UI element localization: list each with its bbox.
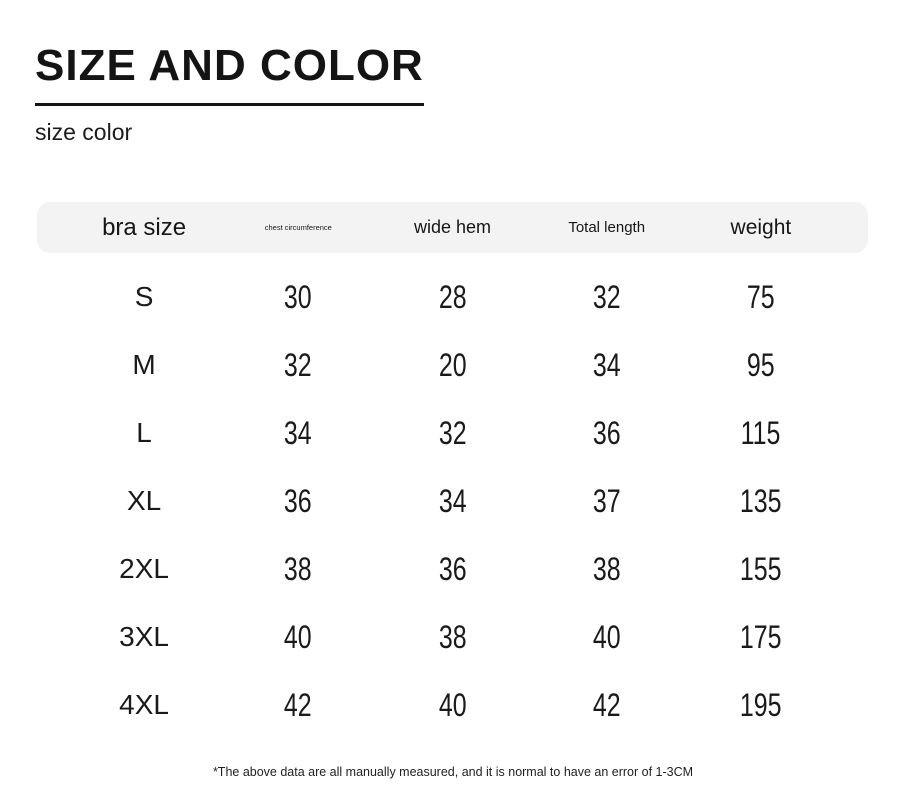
size-value: S (134, 281, 154, 312)
column-header-total-length: Total length (568, 219, 646, 236)
weight-value: 115 (740, 414, 781, 451)
size-value: 4XL (119, 689, 169, 720)
chest-value: 42 (284, 686, 313, 723)
column-header-wide-hem: wide hem (413, 217, 492, 237)
table-row-2xl (67, 535, 838, 603)
length-value: 32 (592, 278, 621, 315)
weight-value: 195 (740, 686, 782, 723)
page-title: SIZE AND COLOR (35, 44, 424, 106)
column-header-chest-circumference: chest circumference (264, 223, 332, 232)
size-table-body (37, 263, 868, 739)
chest-value: 32 (284, 346, 313, 383)
size-value: L (136, 417, 152, 448)
hem-value: 34 (438, 482, 467, 519)
table-row-l (67, 399, 838, 467)
table-row-xl (67, 467, 838, 535)
weight-value: 135 (740, 482, 782, 519)
chest-value: 40 (284, 618, 313, 655)
chest-value: 38 (284, 550, 313, 587)
hem-value: 28 (438, 278, 467, 315)
page-subtitle: size color (35, 119, 133, 145)
table-row-4xl (67, 671, 838, 739)
length-value: 42 (592, 686, 621, 723)
weight-value: 75 (747, 278, 775, 315)
chest-value: 30 (284, 278, 313, 315)
size-value: 2XL (119, 553, 169, 584)
size-table-header (37, 202, 868, 253)
length-value: 38 (592, 550, 621, 587)
weight-value: 95 (747, 346, 775, 383)
weight-value: 175 (740, 618, 782, 655)
chest-value: 36 (284, 482, 313, 519)
chest-value: 34 (284, 414, 313, 451)
length-value: 34 (592, 346, 621, 383)
table-row-m (67, 331, 838, 399)
size-value: M (132, 349, 156, 380)
column-header-weight: weight (730, 215, 792, 239)
length-value: 37 (592, 482, 621, 519)
length-value: 40 (592, 618, 621, 655)
size-value: 3XL (119, 621, 169, 652)
hem-value: 20 (438, 346, 467, 383)
measurement-disclaimer: *The above data are all manually measured, and it is normal to have an error of 1-3CM (212, 765, 694, 779)
hem-value: 40 (438, 686, 467, 723)
weight-value: 155 (740, 550, 782, 587)
table-row-s (67, 263, 838, 331)
size-value: XL (126, 485, 162, 516)
hem-value: 32 (438, 414, 467, 451)
hem-value: 38 (438, 618, 467, 655)
table-row-3xl (67, 603, 838, 671)
column-header-bra-size: bra size (102, 213, 187, 241)
hem-value: 36 (438, 550, 467, 587)
length-value: 36 (592, 414, 621, 451)
